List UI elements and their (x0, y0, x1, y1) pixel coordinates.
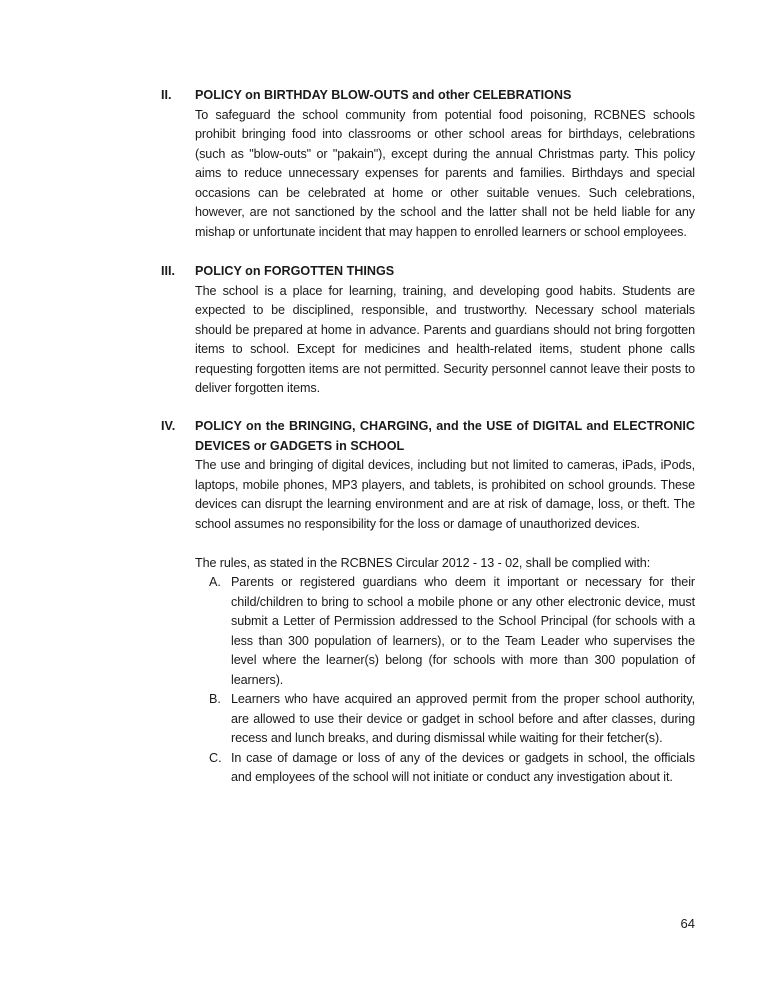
rules-intro: The rules, as stated in the RCBNES Circular 2012 - 13 - 02, shall be complied with: (195, 555, 651, 570)
list-item (209, 749, 695, 788)
section-paragraph: To safeguard the school community from potential food poisoning, RCBNES schools prohibit bringing food into classrooms or other school areas for birthdays, celebrations (such as "blow-outs" or "pakain"), except during the annual Christmas party. This policy aims to reduce unnecessary expenses for parents and families. Birthdays and special occasions can be celebrated at home or other suitable venues. Such celebrations, however, are not sanctioned by the school and the latter shall not be held liable for any mishap or unfortunate incident that may happen to enrolled learners or school employees. (195, 107, 695, 239)
page-number: 64 (680, 916, 695, 931)
rules-list (209, 573, 695, 788)
paragraph-spacer (161, 534, 695, 554)
section-title: POLICY on the BRINGING, CHARGING, and the USE of DIGITAL and ELECTRONIC DEVICES or GADGETS in SCHOOL (195, 419, 695, 453)
section-numeral: III. (161, 264, 175, 278)
list-item-text: Parents or registered guardians who deem it important or necessary for their child/children to bring to school a mobile phone or any other electronic device, must submit a Letter of Permission addressed to the School Principal (for schools with a less than 300 population of learners), or to the Team Leader who supervises the level where the learner(s) belong (for schools with more than 300 population of learners). (231, 575, 695, 687)
section-digital-devices (161, 417, 695, 788)
section-paragraph: The school is a place for learning, training, and developing good habits. Students are expected to be disciplined, responsible, and trustworthy. Necessary school materials should be prepared at home in advance. Parents and guardians should not bring forgotten items to school. Except for medicines and health-related items, student phone calls requesting forgotten items are not permitted. Security personnel cannot leave their posts to deliver forgotten items. (195, 283, 695, 395)
section-title: POLICY on FORGOTTEN THINGS (195, 264, 395, 278)
section-heading (161, 262, 695, 282)
list-item-letter: C. (209, 750, 222, 765)
section-numeral: II. (161, 88, 172, 102)
list-item-letter: A. (209, 575, 221, 589)
list-item-text: In case of damage or loss of any of the devices or gadgets in school, the officials and employees of the school will not initiate or conduct any investigation about it. (231, 750, 695, 784)
section-heading (161, 86, 695, 106)
section-numeral: IV. (161, 419, 176, 433)
section-forgotten-things (161, 262, 695, 399)
list-item-letter: B. (209, 692, 221, 706)
list-item (209, 690, 695, 749)
section-heading (161, 417, 695, 456)
list-item-text: Learners who have acquired an approved permit from the proper school authority, are allowed to use their device or gadget in school before and after classes, during recess and lunch breaks, and during dismissal while waiting for their fetcher(s). (231, 692, 695, 745)
section-title: POLICY on BIRTHDAY BLOW-OUTS and other CELEBRATIONS (195, 88, 572, 102)
section-paragraph: The use and bringing of digital devices, including but not limited to cameras, iPads, iPods, laptops, mobile phones, MP3 players, and tablets, is prohibited on school grounds. These devices can disrupt the learning environment and are at risk of damage, loss, or theft. The school assumes no responsibility for the loss or damage of unauthorized devices. (195, 458, 695, 531)
list-item (209, 573, 695, 690)
section-birthday-celebrations (161, 86, 695, 242)
